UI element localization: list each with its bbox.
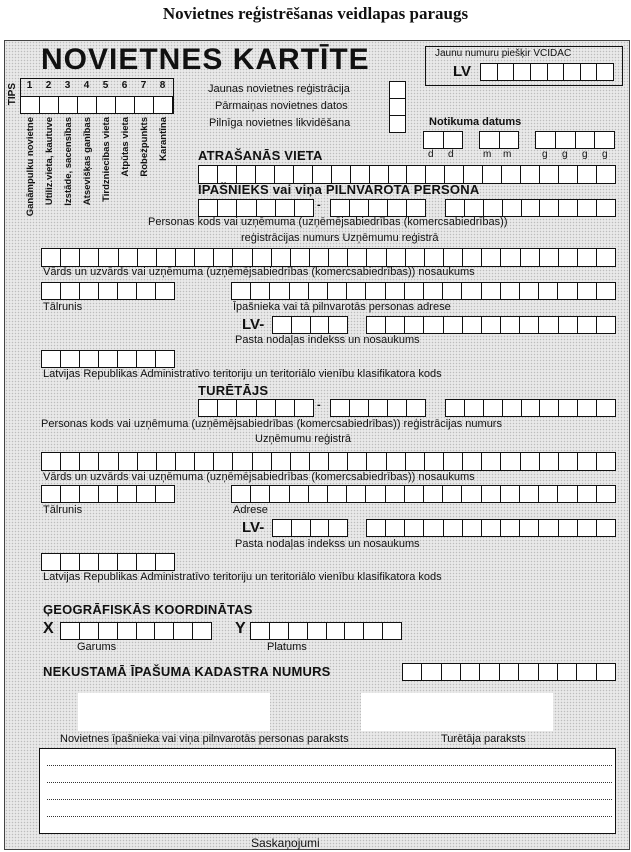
holder-address-label: Adrese xyxy=(233,504,268,516)
tips-number: 6 xyxy=(121,80,128,91)
tips-category: Karantīna xyxy=(158,117,169,161)
tips-category: Atpūtas vieta xyxy=(120,117,131,177)
geo-longitude-field[interactable] xyxy=(60,622,212,640)
holder-name-label: Vārds un uzvārds vai uzņēmuma (uzņēmējsabiedrības (komercsabiedrības)) nosaukums xyxy=(43,471,475,483)
approvals-box[interactable] xyxy=(39,748,616,834)
holder-code-label-2: Uzņēmumu reģistrā xyxy=(255,433,351,445)
owner-title: ĪPAŠNIEKS vai viņa PILNVAROTA PERSONA xyxy=(198,182,480,197)
cadastre-field[interactable] xyxy=(402,663,616,681)
tips-number: 2 xyxy=(45,80,52,91)
tips-checkbox-row[interactable] xyxy=(20,96,173,114)
owner-address-field[interactable] xyxy=(231,282,616,300)
tips-category: Ganāmpulku novietne xyxy=(25,117,36,217)
owner-lv-prefix: LV- xyxy=(242,316,265,333)
tips-category: Atsevišķas ganības xyxy=(82,117,93,206)
tips-number: 4 xyxy=(83,80,90,91)
action-change-label: Pārmaiņas novietnes datos xyxy=(215,100,348,112)
holder-post-name-field[interactable] xyxy=(366,519,616,537)
tips-number: 1 xyxy=(26,80,33,91)
owner-classifier-field[interactable] xyxy=(41,350,175,368)
dotted-line xyxy=(47,816,612,817)
holder-signature-label: Turētāja paraksts xyxy=(441,733,526,745)
date-placeholder: g xyxy=(542,149,548,160)
vcidac-label: Jaunu numuru piešķir VCIDAC xyxy=(435,48,572,59)
holder-phone-label: Tālrunis xyxy=(43,504,83,516)
tips-number: 5 xyxy=(102,80,109,91)
holder-code-part1[interactable] xyxy=(198,399,314,417)
owner-code-label-2: reģistrācijas numurs Uzņēmumu reģistrā xyxy=(241,232,439,244)
date-placeholder: d xyxy=(448,149,454,160)
holder-signature-field[interactable] xyxy=(361,693,553,731)
owner-phone-field[interactable] xyxy=(41,282,175,300)
dotted-line xyxy=(47,782,612,783)
code-dash: - xyxy=(317,399,321,411)
owner-postcode-field[interactable] xyxy=(272,316,348,334)
geo-latitude-field[interactable] xyxy=(250,622,402,640)
event-year-field[interactable] xyxy=(535,131,615,149)
owner-phone-label: Tālrunis xyxy=(43,301,83,313)
date-placeholder: d xyxy=(428,149,434,160)
geo-latitude-label: Platums xyxy=(267,641,307,653)
cadastre-title: NEKUSTAMĀ ĪPAŠUMA KADASTRA NUMURS xyxy=(43,664,331,679)
tips-number: 3 xyxy=(64,80,71,91)
action-new-checkbox[interactable] xyxy=(389,81,406,99)
tips-category: Izstāde, sacensības xyxy=(63,117,74,206)
action-new-label: Jaunas novietnes reģistrācija xyxy=(208,83,350,95)
vcidac-prefix: LV xyxy=(453,63,472,80)
date-placeholder: g xyxy=(582,149,588,160)
action-change-checkbox[interactable] xyxy=(389,98,406,116)
holder-code-part2[interactable] xyxy=(330,399,426,417)
tips-category: Robežpunkts xyxy=(139,117,150,177)
owner-code-label: Personas kods vai uzņēmuma (uzņēmējsabiedrības (komercsabiedrības)) xyxy=(148,216,508,228)
holder-classifier-field[interactable] xyxy=(41,553,175,571)
action-liquidate-label: Pilnīga novietnes likvidēšana xyxy=(209,117,351,129)
holder-post-label: Pasta nodaļas indekss un nosaukums xyxy=(235,538,420,550)
tips-label: TIPS xyxy=(7,83,18,106)
tips-category: Tirdzniecības vieta xyxy=(101,117,112,202)
approvals-label: Saskaņojumi xyxy=(251,836,320,850)
location-title: ATRAŠANĀS VIETA xyxy=(198,148,323,163)
holder-lv-prefix: LV- xyxy=(242,519,265,536)
code-dash: - xyxy=(317,199,321,211)
date-placeholder: m xyxy=(503,149,512,160)
owner-name-field[interactable] xyxy=(41,248,616,267)
action-liquidate-checkbox[interactable] xyxy=(389,115,406,133)
date-placeholder: g xyxy=(562,149,568,160)
dotted-line xyxy=(47,765,612,766)
holder-postcode-field[interactable] xyxy=(272,519,348,537)
holder-address-field[interactable] xyxy=(231,485,616,503)
owner-code-part2[interactable] xyxy=(330,199,426,217)
owner-classifier-label: Latvijas Republikas Administratīvo teritoriju un teritoriālo vienību klasifikatora kods xyxy=(43,368,442,380)
owner-code-part3[interactable] xyxy=(445,199,616,217)
holder-code-label: Personas kods vai uzņēmuma (uzņēmējsabiedrības (komercsabiedrības)) reģistrācijas numurs xyxy=(41,418,502,430)
tips-number: 7 xyxy=(140,80,147,91)
geo-longitude-label: Garums xyxy=(77,641,117,653)
geo-y-letter: Y xyxy=(235,620,246,637)
tips-category: Utiliz.vieta, kautuve xyxy=(44,117,55,206)
page-title: Novietnes reģistrēšanas veidlapas paraugs xyxy=(162,4,469,23)
dotted-line xyxy=(47,799,612,800)
registration-form xyxy=(4,40,630,850)
owner-post-name-field[interactable] xyxy=(366,316,616,334)
owner-name-label: Vārds un uzvārds vai uzņēmuma (uzņēmējsabiedrības (komercsabiedrības)) nosaukums xyxy=(43,266,475,278)
event-day-field[interactable] xyxy=(423,131,463,149)
holder-code-part3[interactable] xyxy=(445,399,616,417)
tips-number: 8 xyxy=(159,80,166,91)
owner-code-part1[interactable] xyxy=(198,199,314,217)
holder-name-field[interactable] xyxy=(41,452,616,471)
event-month-field[interactable] xyxy=(479,131,519,149)
holder-phone-field[interactable] xyxy=(41,485,175,503)
geo-title: ĢEOGRĀFISKĀS KOORDINĀTAS xyxy=(43,602,253,617)
owner-signature-label: Novietnes īpašnieka vai viņa pilnvarotās personas paraksts xyxy=(60,733,349,745)
owner-address-label: Īpašnieka vai tā pilnvarotās personas adrese xyxy=(233,301,451,313)
date-placeholder: m xyxy=(483,149,492,160)
vcidac-number-field[interactable] xyxy=(480,63,614,81)
geo-x-letter: X xyxy=(43,620,54,637)
holder-title: TURĒTĀJS xyxy=(198,383,269,398)
owner-signature-field[interactable] xyxy=(78,693,270,731)
date-placeholder: g xyxy=(602,149,608,160)
owner-post-label: Pasta nodaļas indekss un nosaukums xyxy=(235,334,420,346)
holder-classifier-label: Latvijas Republikas Administratīvo teritoriju un teritoriālo vienību klasifikatora kods xyxy=(43,571,442,583)
card-title: NOVIETNES KARTĪTE xyxy=(41,43,370,76)
event-date-label: Notikuma datums xyxy=(429,116,522,128)
